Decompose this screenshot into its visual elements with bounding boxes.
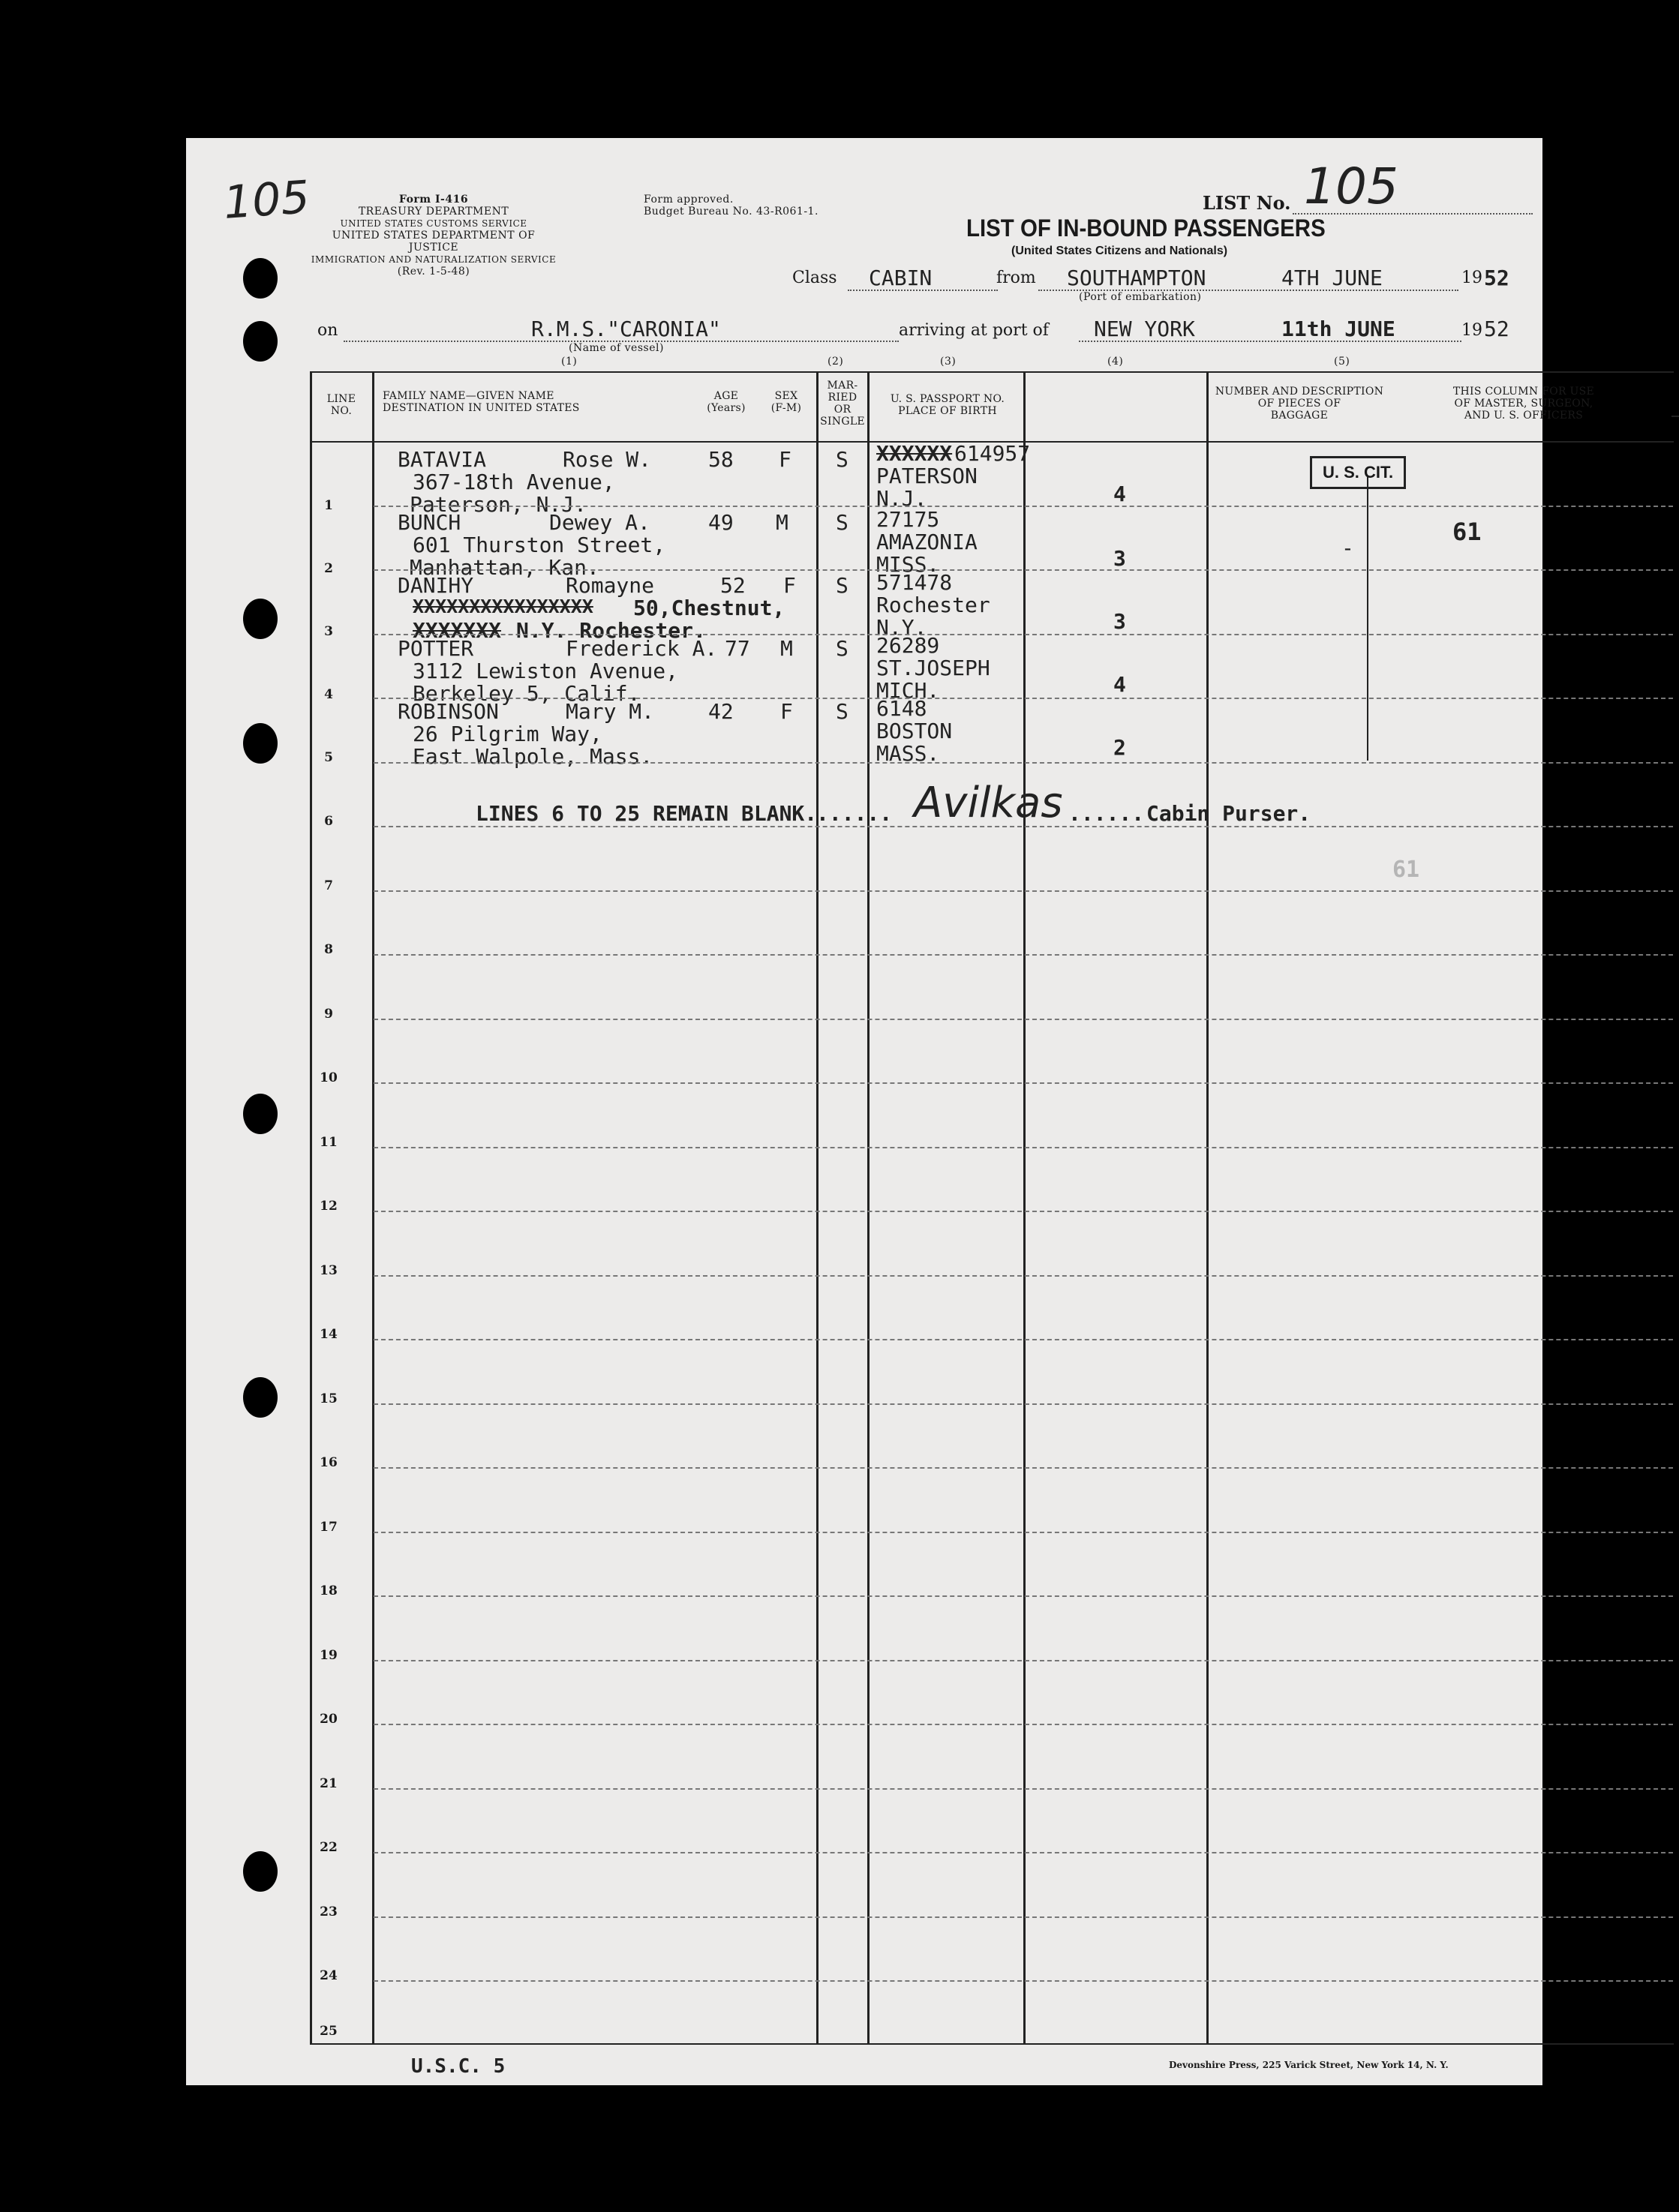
binder-hole (243, 1094, 278, 1134)
passenger-address-1: 3112 Lewiston Avenue, (413, 659, 679, 683)
vessel-name: R.M.S."CARONIA" (531, 317, 721, 341)
row-separator-line (374, 698, 1673, 699)
dept-treasury: TREASURY DEPARTMENT (358, 206, 509, 218)
col-number-2: (2) (827, 356, 844, 368)
passenger-sex: F (780, 699, 793, 724)
passenger-address-1: 50,Chestnut, (633, 596, 785, 620)
passenger-address-2: Berkeley 5, Calif. (413, 681, 641, 706)
passenger-family-name: POTTER (398, 636, 474, 661)
row-separator-line (374, 1275, 1673, 1277)
line-number: 7 (324, 878, 333, 893)
line-number: 18 (320, 1583, 338, 1598)
passport-struck: XXXXXX (876, 441, 953, 466)
row-separator-line (374, 762, 1673, 764)
table-top-border (310, 371, 1674, 373)
row-separator-line (374, 1532, 1673, 1533)
passport-number: 614957 (954, 441, 1031, 466)
col-divider-name (816, 371, 818, 2044)
table-left-border (310, 371, 312, 2044)
baggage-count: 4 (1113, 482, 1126, 506)
footer-form-code: U.S.C. 5 (411, 2055, 506, 2078)
header-married: MAR- RIED OR SINGLE (820, 380, 865, 428)
birth-place-1: AMAZONIA (876, 530, 978, 554)
line-number: 6 (324, 814, 333, 829)
dept-justice: UNITED STATES DEPARTMENT OF JUSTICE (332, 230, 536, 254)
col-number-3: (3) (940, 356, 957, 368)
arrival-port: NEW YORK (1094, 317, 1195, 341)
class-value: CABIN (869, 266, 933, 290)
line-number: 8 (324, 942, 333, 957)
passport-number: 27175 (876, 507, 940, 532)
line-number: 4 (324, 687, 333, 702)
row-separator-line (374, 826, 1673, 827)
baggage-count: 3 (1113, 546, 1126, 571)
birth-place-1: BOSTON (876, 719, 953, 743)
row-separator-line (374, 1403, 1673, 1405)
row-separator-line (374, 1916, 1673, 1918)
year1-value: 52 (1484, 266, 1509, 290)
line-number: 15 (320, 1391, 338, 1406)
binder-hole (243, 321, 278, 362)
line-number: 1 (324, 498, 333, 513)
passenger-manifest-page (186, 138, 1595, 2085)
row-separator-line (374, 1019, 1673, 1020)
passenger-address-2: N.Y. Rochester. (516, 618, 706, 643)
footer-printer: Devonshire Press, 225 Varick Street, New York 14, N. Y. (1169, 2060, 1449, 2070)
col-divider-line (372, 371, 374, 2044)
officers-divider (1367, 476, 1368, 761)
line-number: 22 (320, 1840, 338, 1855)
line-number: 20 (320, 1712, 338, 1727)
passenger-count: 61 (1452, 518, 1482, 546)
row-separator-line (374, 954, 1673, 956)
dept-immigration: IMMIGRATION AND NATURALIZATION SERVICE (311, 254, 557, 265)
birth-place-2: MICH. (876, 678, 940, 703)
passenger-address-1: 601 Thurston Street, (413, 533, 666, 557)
col-number-5: (5) (1334, 356, 1350, 368)
birth-place-1: ST.JOSEPH (876, 656, 990, 680)
page-title: LIST OF IN-BOUND PASSENGERS (966, 215, 1326, 242)
row-separator-line (374, 1147, 1673, 1148)
passenger-marital: S (836, 699, 849, 724)
passenger-family-name: BATAVIA (398, 447, 487, 472)
passenger-address-1: 367-18th Avenue, (413, 470, 615, 494)
line-number: 17 (320, 1520, 338, 1535)
arriving-label: arriving at port of (899, 321, 1049, 340)
passenger-age: 58 (708, 447, 734, 472)
from-date: 4TH JUNE (1281, 266, 1383, 290)
passport-number: 571478 (876, 570, 953, 595)
row-separator-line (374, 1852, 1673, 1853)
binder-hole (243, 599, 278, 639)
from-caption: (Port of embarkation) (1079, 291, 1202, 303)
birth-place-1: Rochester (876, 593, 990, 617)
from-label: from (996, 269, 1036, 287)
purser-dots: ...... (816, 801, 893, 826)
header-age: AGE (Years) (707, 390, 746, 414)
row-separator-line (374, 569, 1673, 571)
line-number: 9 (324, 1007, 333, 1022)
passport-number: 26289 (876, 633, 940, 658)
line-number: 25 (320, 2024, 338, 2039)
passenger-given-name: Rose W. (563, 447, 652, 472)
form-number: Form I-416 (398, 194, 469, 206)
table-bottom-border (310, 2043, 1674, 2045)
purser-label: Cabin Purser. (1146, 801, 1311, 826)
line-number: 14 (320, 1327, 338, 1342)
header-line-no: LINE NO. (326, 393, 356, 417)
passenger-marital: S (836, 447, 849, 472)
margin-note: 105 (221, 171, 311, 230)
passenger-sex: F (783, 573, 796, 598)
passenger-sex: F (779, 447, 791, 472)
row-separator-line (374, 1211, 1673, 1212)
line-number: 13 (320, 1263, 338, 1278)
passenger-address-2: Paterson, N.J. (410, 492, 587, 517)
col-number-1: (1) (561, 356, 578, 368)
passenger-address-1: 26 Pilgrim Way, (413, 722, 602, 746)
birth-place-2: MISS. (876, 552, 940, 577)
passenger-marital: S (836, 573, 849, 598)
form-revision: (Rev. 1-5-48) (397, 266, 470, 278)
passenger-address-2: East Walpole, Mass. (413, 744, 653, 769)
passenger-marital: S (836, 636, 849, 661)
class-label: Class (792, 269, 837, 287)
header-sex: SEX (F-M) (770, 390, 802, 414)
row-separator-line (374, 1980, 1673, 1982)
from-value: SOUTHAMPTON (1067, 266, 1206, 290)
dept-customs: UNITED STATES CUSTOMS SERVICE (340, 218, 527, 229)
blank-lines-note: LINES 6 TO 25 REMAIN BLANK. (476, 801, 818, 826)
passenger-age: 49 (708, 510, 734, 535)
passport-number: 6148 (876, 696, 927, 721)
faint-count: 61 (1392, 857, 1420, 883)
col-divider-baggage (1206, 371, 1209, 2044)
passenger-age: 52 (720, 573, 746, 598)
passenger-marital: S (836, 510, 849, 535)
baggage-count: 2 (1113, 735, 1126, 760)
row-separator-line (374, 890, 1673, 892)
purser-signature: Avilkas (914, 779, 1063, 827)
address-struck: XXXXXXXXXXXXXXXX (413, 596, 593, 617)
header-baggage: NUMBER AND DESCRIPTION OF PIECES OF BAGGAGE (1215, 386, 1384, 422)
col-number-4: (4) (1107, 356, 1124, 368)
line-number: 24 (320, 1968, 338, 1983)
binder-hole (243, 258, 278, 299)
us-citizen-stamp: U. S. CIT. (1310, 456, 1406, 489)
binder-hole (243, 723, 278, 764)
header-passport: U. S. PASSPORT NO. PLACE OF BIRTH (890, 393, 1005, 417)
passenger-given-name: Frederick A. (566, 636, 718, 661)
line-number: 12 (320, 1199, 338, 1214)
binder-hole (243, 1851, 278, 1892)
birth-place-1: PATERSON (876, 464, 978, 488)
birth-place-2: N.Y. (876, 615, 927, 640)
passenger-family-name: ROBINSON (398, 699, 499, 724)
year2-value: 52 (1484, 317, 1509, 341)
row-separator-line (374, 1660, 1673, 1661)
row-separator-line (374, 1788, 1673, 1790)
baggage-count: 4 (1113, 672, 1126, 697)
baggage-count: 3 (1113, 609, 1126, 634)
purser-dots: ...... (1068, 801, 1145, 826)
row-separator-line (374, 1467, 1673, 1469)
list-number-value: 105 (1304, 158, 1398, 215)
passenger-address-2: Manhattan, Kan. (410, 555, 599, 580)
passenger-age: 77 (725, 636, 750, 661)
row-separator-line (374, 506, 1673, 507)
budget-text: Budget Bureau No. 43-R061-1. (644, 206, 818, 218)
list-number-label: LIST No. (1203, 192, 1291, 214)
passenger-family-name: BUNCH (398, 510, 461, 535)
row-separator-line (374, 1724, 1673, 1725)
passenger-given-name: Dewey A. (549, 510, 650, 535)
year1-prefix: 19 (1461, 269, 1482, 287)
on-label: on (317, 321, 338, 340)
line-number: 3 (324, 624, 333, 639)
form-approval (644, 194, 818, 218)
line-number: 16 (320, 1455, 338, 1470)
passenger-given-name: Mary M. (566, 699, 655, 724)
passenger-family-name: DANIHY (398, 573, 474, 598)
line-number: 23 (320, 1904, 338, 1919)
line-number: 21 (320, 1776, 338, 1791)
row-separator-line (374, 1082, 1673, 1084)
arrival-date: 11th JUNE (1281, 317, 1395, 341)
approved-text: Form approved. (644, 194, 734, 206)
page-subtitle: (United States Citizens and Nationals) (1011, 245, 1228, 257)
line-number: 11 (320, 1135, 338, 1150)
line-number: 19 (320, 1648, 338, 1663)
col-divider-passport (1023, 371, 1026, 2044)
header-name: FAMILY NAME—GIVEN NAME DESTINATION IN UNITED STATES (383, 390, 580, 414)
passenger-age: 42 (708, 699, 734, 724)
officers-col-dash (1671, 416, 1679, 417)
line-number: 10 (320, 1070, 338, 1085)
birth-place-2: MASS. (876, 741, 940, 766)
vessel-caption: (Name of vessel) (569, 342, 664, 354)
row-separator-line (374, 1339, 1673, 1340)
line-number: 5 (324, 750, 333, 765)
row-separator-line (374, 1595, 1673, 1597)
line-number: 2 (324, 561, 333, 576)
passenger-sex: M (780, 636, 793, 661)
row-separator-line (374, 634, 1673, 635)
col-divider-married (867, 371, 870, 2044)
officer-mark: - (1341, 536, 1354, 560)
binder-hole (243, 1377, 278, 1418)
address-struck: XXXXXXX (413, 618, 502, 643)
passenger-sex: M (776, 510, 788, 535)
birth-place-2: N.J. (876, 486, 927, 511)
passenger-given-name: Romayne (566, 573, 655, 598)
header-officers: THIS COLUMN FOR USE OF MASTER, SURGEON, AND U. S. OFFICERS (1452, 386, 1595, 422)
form-info (306, 194, 561, 278)
year2-prefix: 19 (1461, 321, 1482, 340)
